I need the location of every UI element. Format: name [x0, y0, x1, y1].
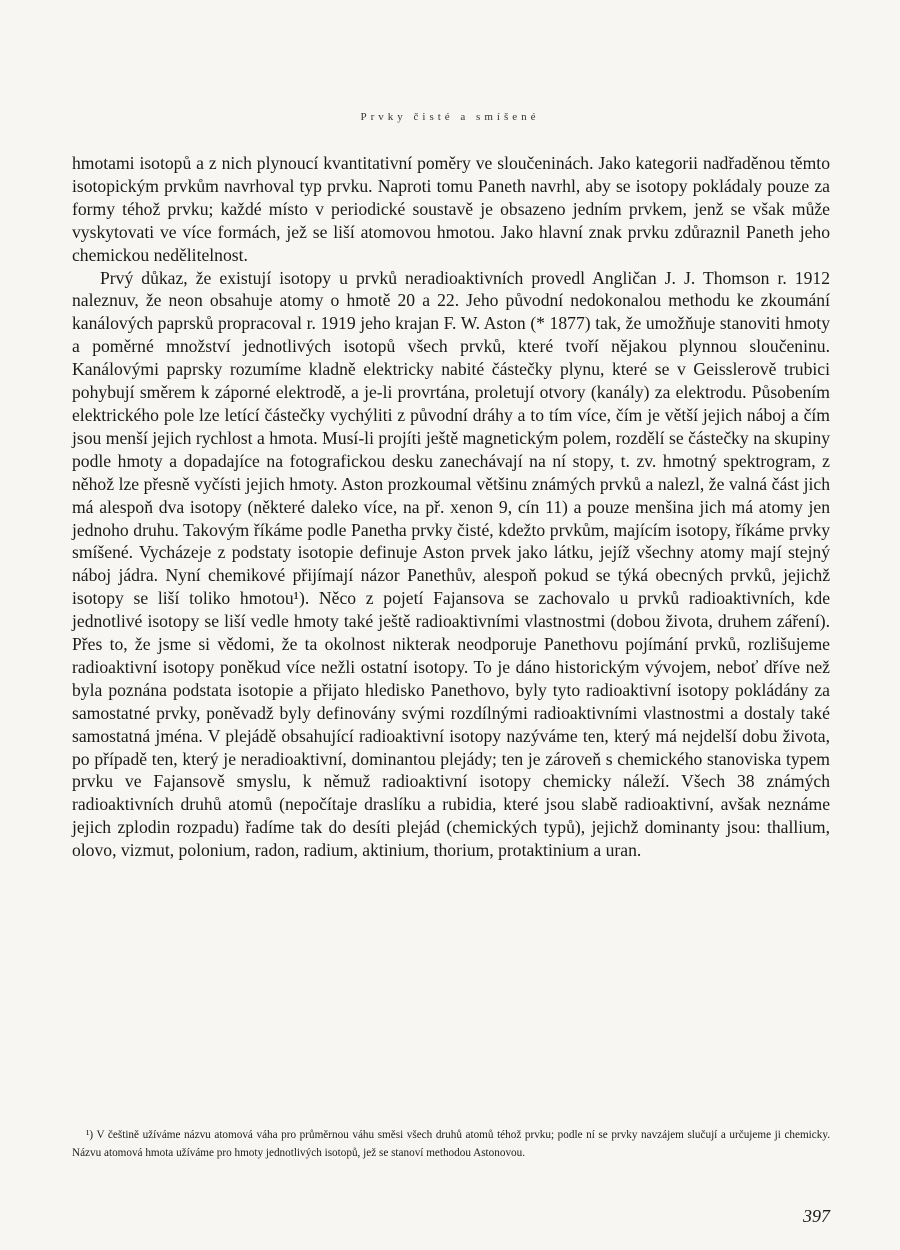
footnotes [72, 1127, 830, 1162]
running-header: Prvky čisté a smíšené [360, 111, 540, 123]
paragraph: Prvý důkaz, že existují isotopy u prvků neradioaktivních provedl Angličan J. J. Thomson r. 1912 naleznuv, že neon obsahuje atomy o hmotě 20 a 22. Jeho původní nedokonalou methodu ke zkoumání kanálových paprsků propracoval r. 1919 jeho krajan F. W. Aston (* 1877) tak, že umožňuje stanoviti hmoty a poměrné množství jednotlivých isotopů všech prvků, které tvoří nějakou plynnou sloučeninu. Kanálovými paprsky rozumíme kladně elektricky nabité částečky plynu, které se v Geisslerově trubici pohybují směrem k záporné elektrodě, a je-li provrtána, proletují otvory (kanály) za elektrodu. Působením elektrického pole lze letící částečky vychýliti z původní dráhy a to tím více, čím je větší jejich náboj a čím jsou menší jejich rychlost a hmota. Musí-li projíti ještě magnetickým polem, rozdělí se částečky na skupiny podle hmoty a dopadajíce na fotografickou desku zanechávají na ní stopy, t. zv. hmotný spektrogram, z něhož lze přesně vyčísti jejich hmoty. Aston prozkoumal většinu známých prvků a nalezl, že valná část jich má alespoň dva isotopy (některé daleko více, na př. xenon 9, cín 11) a pouze menšina jich má atomy jen jednoho druhu. Takovým říkáme podle Panetha prvky čisté, kdežto prvkům, majícím isotopy, říkáme prvky smíšené. Vycházeje z podstaty isotopie definuje Aston prvek jako látku, jejíž všechny atomy mají stejný náboj jádra. Nyní chemikové přijímají názor Panethův, alespoň pokud se týká obecných prvků, jejichž isotopy se liší toliko hmotou¹). Něco z pojetí Fajansova se zachovalo u prvků radioaktivních, kde jednotlivé isotopy se liší vedle hmoty také ještě radioaktivními vlastnostmi (dobou života, druhem záření). Přes to, že jsme si vědomi, že ta okolnost nikterak neodporuje Panethovu pojímání prvků, rozlišujeme radioaktivní isotopy poněkud více nežli ostatní isotopy. To je dáno historickým vývojem, neboť dříve než byla poznána podstata isotopie a přijato hledisko Panethovo, byly tyto radioaktivní isotopy pokládány za samostatné prvky, poněvadž byly definovány svými rozdílnými radioaktivními vlastnostmi a dostaly také samostatná jména. V plejádě obsahující radioaktivní isotopy nazýváme ten, který má nejdelší dobu života, po případě ten, který je neradioaktivní, dominantou plejády; ten je zároveň s chemického stanoviska typem prvku ve Fajansově smyslu, k němuž radioaktivní isotopy chemicky náleží. Všech 38 známých radioaktivních druhů atomů (nepočítaje draslíku a rubidia, které jsou slabě radioaktivní, avšak neznáme jejich zplodin rozpadu) řadíme tak do desíti plejád (chemických typů), jejichž dominanty jsou: thallium, olovo, vizmut, polonium, radon, radium, aktinium, thorium, protaktinium a uran. [72, 267, 830, 861]
paragraph: hmotami isotopů a z nich plynoucí kvantitativní poměry ve sloučeninách. Jako kategorii nadřaděnou těmto isotopickým prvkům navrhoval typ prvku. Naproti tomu Paneth navrhl, aby se isotopy pokládaly pouze za formy téhož prvku; každé místo v periodické soustavě je obsazeno jedním prvkem, jenž se však může vyskytovati ve více formách, jež se liší atomovou hmotou. Jako hlavní znak prvku zdůraznil Paneth jeho chemickou nedělitelnost. [72, 153, 830, 265]
page-number: 397 [803, 1206, 830, 1226]
main-text [72, 152, 830, 862]
footnote: ¹) V češtině užíváme názvu atomová váha pro průměrnou váhu směsi všech druhů atomů téhož prvku; podle ní se prvky navzájem slučují a určujeme ji chemicky. Názvu atomová hmota užíváme pro hmoty jednotlivých isotopů, jež se stanoví methodou Astonovou. [72, 1129, 830, 1159]
